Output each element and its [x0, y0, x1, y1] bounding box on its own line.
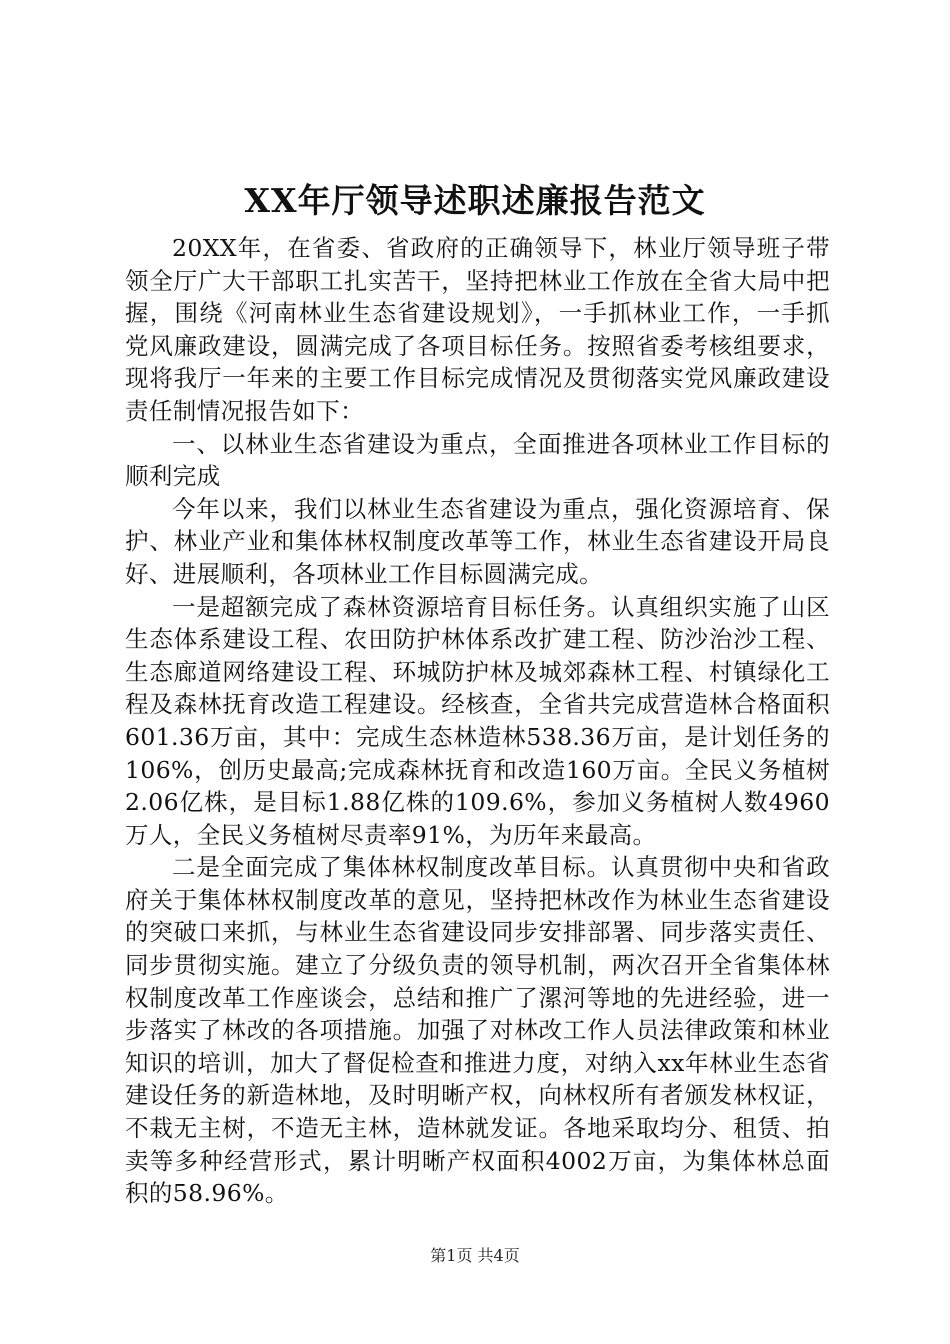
paragraph-overview: 今年以来，我们以林业生态省建设为重点，强化资源培育、保护、林业产业和集体林权制度改革等工作，林业生态省建设开局良好、进展顺利，各项林业工作目标圆满完成。	[125, 494, 830, 588]
paragraph-section-heading: 一、以林业生态省建设为重点，全面推进各项林业工作目标的顺利完成	[125, 429, 830, 491]
document-body	[125, 232, 830, 1210]
paragraph-intro: 20XX年，在省委、省政府的正确领导下，林业厅领导班子带领全厅广大干部职工扎实苦干，坚持把林业工作放在全省大局中把握，围绕《河南林业生态省建设规划》，一手抓林业工作，一手抓党风廉政建设，圆满完成了各项目标任务。按照省委考核组要求，现将我厅一年来的主要工作目标完成情况及贯彻落实党风廉政建设责任制情况报告如下：	[125, 234, 830, 425]
page-number-footer: 第1页 共4页	[430, 1246, 520, 1265]
paragraph-forest-rights-reform: 二是全面完成了集体林权制度改革目标。认真贯彻中央和省政府关于集体林权制度改革的意见，坚持把林改作为林业生态省建设的突破口来抓，与林业生态省建设同步安排部署、同步落实责任、同步贯彻实施。建立了分级负责的领导机制，两次召开全省集体林权制度改革工作座谈会，总结和推广了漯河等地的先进经验，进一步落实了林改的各项措施。加强了对林改工作人员法律政策和林业知识的培训，加大了督促检查和推进力度，对纳入xx年林业生态省建设任务的新造林地，及时明晰产权，向林权所有者颁发林权证，不栽无主树，不造无主林，造林就发证。各地采取均分、租赁、拍卖等多种经营形式，累计明晰产权面积4002万亩，为集体林总面积的58.96%。	[125, 853, 830, 1208]
paragraph-forest-resources: 一是超额完成了森林资源培育目标任务。认真组织实施了山区生态体系建设工程、农田防护林体系改扩建工程、防沙治沙工程、生态廊道网络建设工程、环城防护林及城郊森林工程、村镇绿化工程及森林抚育改造工程建设。经核查，全省共完成营造林合格面积601.36万亩，其中：完成生态林造林538.36万亩，是计划任务的106%，创历史最高;完成森林抚育和改造160万亩。全民义务植树2.06亿株，是目标1.88亿株的109.6%，参加义务植树人数4960万人，全民义务植树尽责率91%，为历年来最高。	[125, 592, 830, 849]
document-title: XX年厅领导述职述廉报告范文	[244, 181, 706, 220]
